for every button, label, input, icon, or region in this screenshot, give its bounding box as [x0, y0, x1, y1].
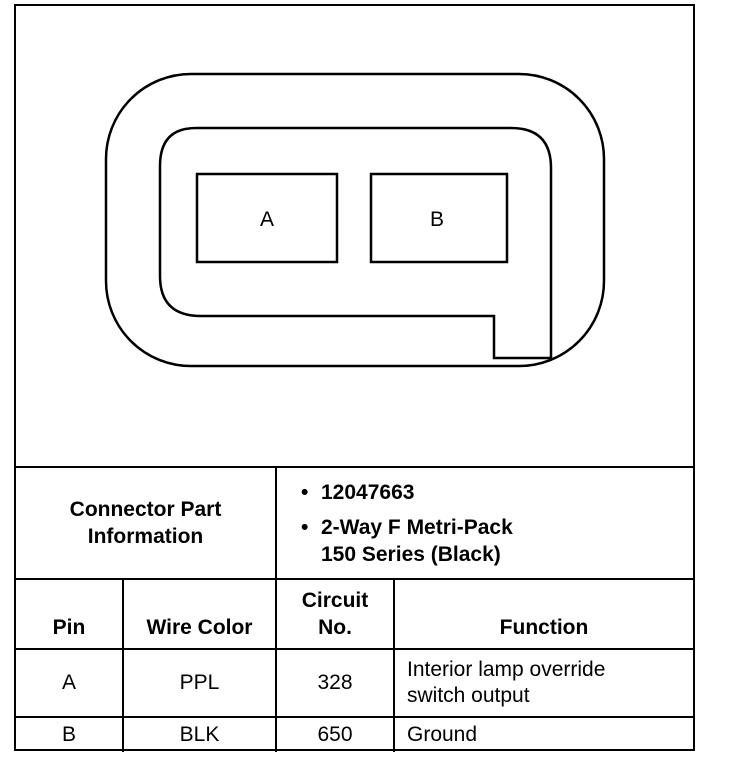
row-b-wire-color: BLK [123, 717, 276, 752]
header-pin: Pin [16, 579, 123, 649]
connector-info-table [16, 466, 693, 752]
row-a-circuit: 328 [276, 649, 394, 717]
header-circuit-no [276, 579, 394, 649]
connector-housing-outline [106, 74, 604, 366]
part-description-item [301, 514, 693, 568]
header-circuit-line1: Circuit [301, 589, 369, 612]
connector-face-svg [16, 6, 693, 466]
connector-sheet [14, 4, 695, 751]
terminal-b-label: B [429, 208, 445, 231]
info-label-line2: Information [87, 525, 204, 548]
part-description-line1: 2-Way F Metri-Pack [321, 515, 513, 539]
connector-part-info-label [16, 467, 276, 579]
part-info-row [16, 467, 693, 579]
row-a-function [394, 649, 693, 717]
row-b-function: Ground [394, 717, 693, 752]
row-a-function-line1: Interior lamp override [407, 658, 606, 681]
terminal-a-label: A [259, 208, 275, 231]
row-a-wire-color: PPL [123, 649, 276, 717]
header-function: Function [394, 579, 693, 649]
header-wire-color: Wire Color [123, 579, 276, 649]
table-row [16, 649, 693, 717]
table-row [16, 717, 693, 752]
bullet-icon: • [301, 515, 309, 539]
row-a-pin: A [16, 649, 123, 717]
connector-diagram [16, 6, 693, 466]
part-number: 12047663 [321, 480, 415, 504]
part-info-list [276, 467, 693, 579]
part-description-line2: 150 Series (Black) [321, 542, 501, 566]
connector-cavity-outline [160, 128, 551, 358]
row-b-circuit: 650 [276, 717, 394, 752]
info-label-line1: Connector Part [69, 498, 222, 521]
row-b-pin: B [16, 717, 123, 752]
header-circuit-line2: No. [318, 616, 352, 639]
part-number-item [301, 479, 693, 506]
table-header-row [16, 579, 693, 649]
row-a-function-line2: switch output [407, 684, 530, 707]
bullet-icon: • [301, 480, 309, 504]
